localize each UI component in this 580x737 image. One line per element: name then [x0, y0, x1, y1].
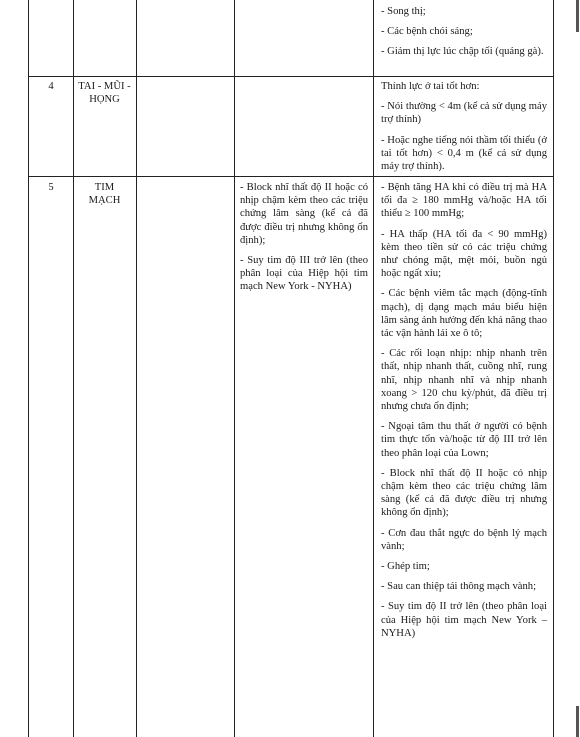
criteria-item: - Suy tim độ III trở lên (theo phân loại của Hiệp hội tim mạch New York - NYHA)	[240, 255, 368, 293]
row-cardio-group: TIM MẠCH	[88, 182, 121, 207]
criteria-item: - Cơn đau thắt ngực do bệnh lý mạch vành;	[381, 527, 547, 552]
criteria-item: - Giảm thị lực lúc chập tối (quáng gà).	[381, 46, 544, 58]
column-divider-4	[373, 0, 374, 737]
criteria-item: - Hoặc nghe tiếng nói thầm tối thiểu (ở tai tốt hơn) < 0,4 m (kể cả sử dụng máy trợ thính).	[381, 134, 547, 173]
table-border-left	[28, 0, 29, 737]
criteria-item: - Suy tim độ II trở lên (theo phân loại của Hiệp hội tim mạch New York – NYHA)	[381, 601, 547, 639]
criteria-item: - Sau can thiệp tái thông mạch vành;	[381, 581, 537, 593]
criteria-item: - Ghép tim;	[381, 561, 430, 573]
row-cardio-number: 5	[48, 182, 54, 193]
row-ent-number: 4	[48, 81, 54, 92]
criteria-item: - Các rối loạn nhịp: nhịp nhanh trên thất, nhịp nhanh thất, cuồng nhĩ, rung nhĩ, nhịp nhanh nhĩ và nhịp nhanh xoang > 120 chu kỳ/phút, đã điều trị nhưng chưa ổn định;	[381, 348, 547, 413]
column-divider-1	[73, 0, 74, 737]
row-ent-group: TAI - MŨI - HỌNG	[78, 81, 131, 106]
criteria-item: - Bệnh tăng HA khi có điều trị mà HA tối đa ≥ 180 mmHg và/hoặc HA tối thiểu ≥ 100 mmHg;	[381, 182, 547, 220]
row-vision-criteria	[381, 5, 547, 66]
column-divider-3	[234, 0, 235, 737]
scan-edge-mark	[576, 0, 579, 32]
criteria-item: - Block nhĩ thất độ II hoặc có nhịp chậm kèm theo các triệu chứng lâm sàng (kể cả đã được điều trị nhưng không ổn định);	[381, 467, 547, 519]
criteria-item: - Nói thường < 4m (kể cả sử dụng máy trợ thính)	[381, 101, 547, 126]
criteria-item: - Các bệnh chói sáng;	[381, 26, 473, 38]
row-cardio-criteria	[381, 181, 547, 647]
criteria-item: - Block nhĩ thất độ II hoặc có nhịp chậm kèm theo các triệu chứng lâm sàng (kể cả đã được điều trị nhưng không ổn định);	[240, 182, 368, 246]
criteria-item: Thính lực ở tai tốt hơn:	[381, 81, 480, 92]
table-border-right	[553, 0, 554, 737]
scan-edge-mark	[576, 706, 579, 737]
criteria-item: - Ngoại tâm thu thất ở người có bệnh tim thực tổn và/hoặc từ độ III trở lên theo phân loại của Lown;	[381, 421, 547, 459]
row-cardio-conditional-criteria	[240, 181, 368, 301]
criteria-item: - Song thị;	[381, 6, 426, 17]
criteria-item: - Các bệnh viêm tắc mạch (động-tĩnh mạch), dị dạng mạch máu biểu hiện lâm sàng ảnh hưởng đến khả năng thao tác vận hành lái xe ô tô;	[381, 288, 547, 340]
row-divider-1	[28, 76, 554, 77]
row-ent-criteria	[381, 80, 547, 180]
criteria-item: - HA thấp (HA tối đa < 90 mmHg) kèm theo tiền sử có các triệu chứng như chóng mặt, mệt mỏi, buồn ngủ hoặc ngất xỉu;	[381, 228, 547, 280]
column-divider-2	[136, 0, 137, 737]
